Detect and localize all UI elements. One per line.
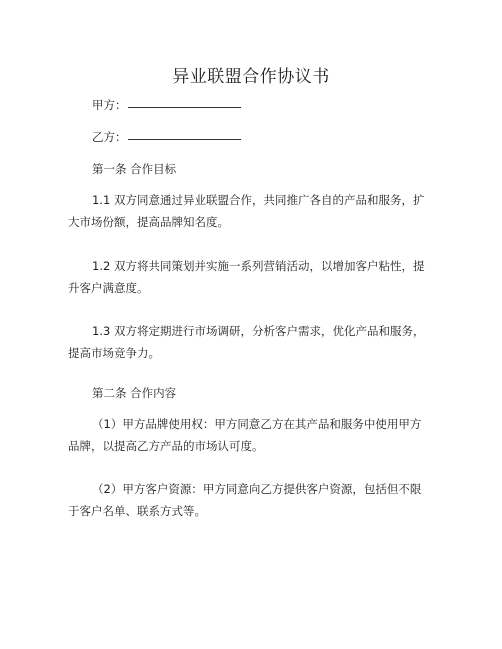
clause-1-3 (68, 320, 432, 364)
clause-line: 于客户名单、联系方式等。 (68, 504, 206, 518)
clause-2-1 (68, 413, 432, 457)
party-a-line (92, 95, 241, 115)
clause-line: 品牌，以提高乙方产品的市场认可度。 (68, 439, 264, 453)
clause-1-1 (68, 189, 432, 233)
clause-line: 1.3 双方将定期进行市场调研，分析客户需求，优化产品和服务， (92, 324, 425, 338)
document-title: 异业联盟合作协议书 (172, 67, 330, 87)
clause-line: （1）甲方品牌使用权：甲方同意乙方在其产品和服务中使用甲方 (92, 417, 422, 431)
clause-1-2 (68, 255, 432, 299)
clause-line: 升客户满意度。 (68, 281, 149, 295)
clause-line: 提高市场竞争力。 (68, 346, 160, 360)
clause-line: 大市场份额，提高品牌知名度。 (68, 215, 229, 229)
article-2-heading: 第二条 合作内容 (92, 386, 177, 400)
party-b-blank (128, 138, 241, 140)
party-b-label: 乙方： (92, 130, 127, 144)
party-a-blank (128, 106, 241, 108)
clause-line: 1.1 双方同意通过异业联盟合作，共同推广各自的产品和服务，扩 (92, 193, 425, 207)
clause-line: （2）甲方客户资源：甲方同意向乙方提供客户资源，包括但不限 (92, 482, 422, 496)
party-a-label: 甲方： (92, 98, 127, 112)
article-1-heading: 第一条 合作目标 (92, 162, 177, 176)
clause-2-2 (68, 478, 432, 522)
party-b-line (92, 127, 241, 147)
clause-line: 1.2 双方将共同策划并实施一系列营销活动，以增加客户粘性，提 (92, 259, 425, 273)
